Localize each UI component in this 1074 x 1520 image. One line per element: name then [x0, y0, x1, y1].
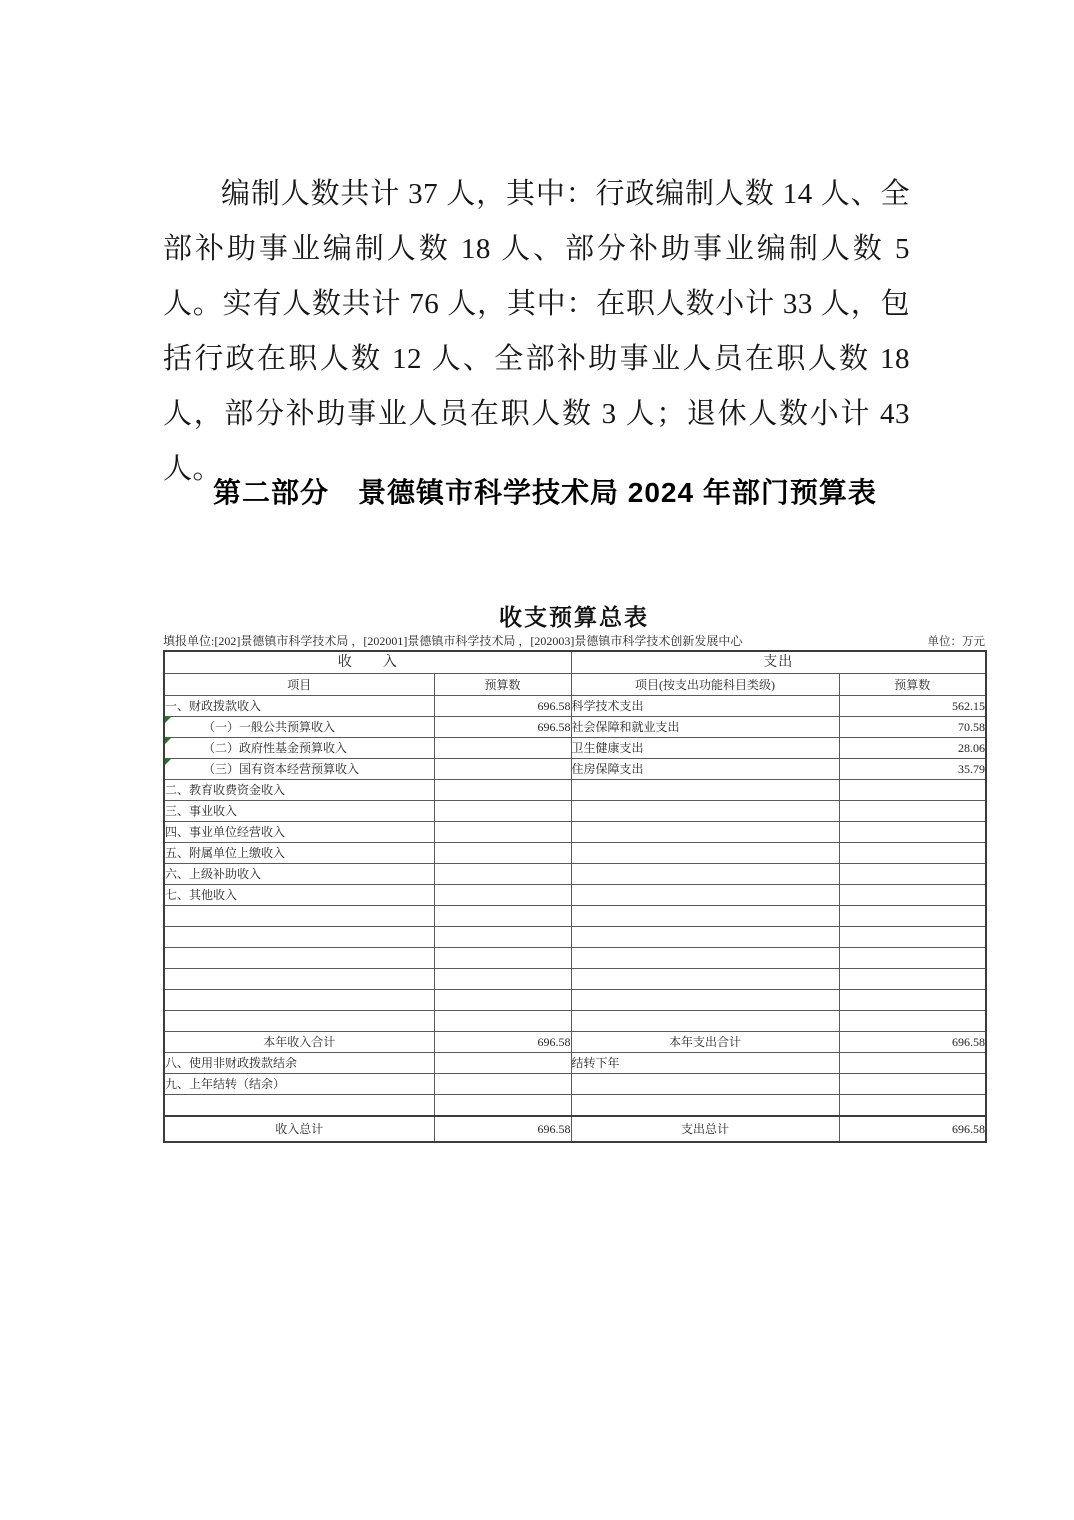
expenditure-amount-cell	[839, 990, 986, 1011]
revenue-item-cell: 五、附属单位上缴收入	[164, 843, 434, 864]
revenue-amount-cell	[434, 906, 571, 927]
expenditure-amount-cell: 70.58	[839, 717, 986, 738]
table-row	[164, 1074, 986, 1095]
expenditure-item-cell	[571, 969, 839, 990]
group-header-row	[164, 651, 986, 674]
expenditure-item-cell	[571, 1011, 839, 1032]
table-row	[164, 801, 986, 822]
expenditure-amount-cell	[839, 1095, 986, 1117]
revenue-amount-cell	[434, 948, 571, 969]
revenue-amount-cell	[434, 843, 571, 864]
revenue-amount-cell: 696.58	[434, 1116, 571, 1142]
expenditure-item-cell	[571, 948, 839, 969]
revenue-group-header: 收 入	[164, 651, 571, 674]
revenue-amount-cell	[434, 1011, 571, 1032]
expenditure-item-cell: 住房保障支出	[571, 759, 839, 780]
revenue-item-cell	[164, 927, 434, 948]
expenditure-item-cell: 结转下年	[571, 1053, 839, 1074]
expenditure-amount-cell	[839, 927, 986, 948]
expenditure-item-cell	[571, 1095, 839, 1117]
expenditure-amount-cell: 696.58	[839, 1116, 986, 1142]
section-heading: 第二部分 景德镇市科学技术局 2024 年部门预算表	[213, 477, 877, 508]
revenue-amount-cell	[434, 759, 571, 780]
table-row	[164, 822, 986, 843]
expenditure-item-cell	[571, 843, 839, 864]
expenditure-item-cell: 卫生健康支出	[571, 738, 839, 759]
revenue-amount-cell	[434, 738, 571, 759]
revenue-amount-cell	[434, 1074, 571, 1095]
expenditure-item-cell: 支出总计	[571, 1116, 839, 1142]
budget-table-title: 收支预算总表	[499, 604, 649, 630]
revenue-item-cell	[164, 990, 434, 1011]
expenditure-amount-cell	[839, 780, 986, 801]
budget-table-body	[164, 696, 986, 1143]
revenue-item-cell: 三、事业收入	[164, 801, 434, 822]
revenue-amount-cell: 696.58	[434, 717, 571, 738]
revenue-item-cell	[164, 969, 434, 990]
revenue-item-cell: 七、其他收入	[164, 885, 434, 906]
revenue-item-cell: 八、使用非财政拨款结余	[164, 1053, 434, 1074]
table-row	[164, 696, 986, 717]
revenue-item-cell: 六、上级补助收入	[164, 864, 434, 885]
revenue-amount-cell	[434, 927, 571, 948]
table-row	[164, 1116, 986, 1142]
revenue-amount-header: 预算数	[434, 674, 571, 696]
expenditure-amount-cell	[839, 906, 986, 927]
revenue-item-cell: 收入总计	[164, 1116, 434, 1142]
expenditure-item-cell: 社会保障和就业支出	[571, 717, 839, 738]
expenditure-item-cell	[571, 906, 839, 927]
revenue-amount-cell	[434, 990, 571, 1011]
revenue-amount-cell	[434, 780, 571, 801]
revenue-item-header: 项目	[164, 674, 434, 696]
expenditure-item-cell	[571, 780, 839, 801]
table-row	[164, 990, 986, 1011]
column-header-row	[164, 674, 986, 696]
table-row	[164, 1032, 986, 1053]
table-row	[164, 738, 986, 759]
revenue-item-cell: 九、上年结转（结余）	[164, 1074, 434, 1095]
expenditure-amount-cell: 28.06	[839, 738, 986, 759]
budget-table-meta	[163, 632, 985, 649]
expenditure-item-cell: 科学技术支出	[571, 696, 839, 717]
revenue-item-cell	[164, 1011, 434, 1032]
table-row	[164, 780, 986, 801]
table-row	[164, 717, 986, 738]
revenue-amount-cell: 696.58	[434, 696, 571, 717]
expenditure-amount-cell	[839, 843, 986, 864]
revenue-item-cell	[164, 948, 434, 969]
revenue-amount-cell	[434, 885, 571, 906]
revenue-item-cell: （三）国有资本经营预算收入	[164, 759, 434, 780]
expenditure-amount-cell: 562.15	[839, 696, 986, 717]
table-row	[164, 885, 986, 906]
expenditure-amount-cell	[839, 948, 986, 969]
table-row	[164, 843, 986, 864]
revenue-item-cell	[164, 1095, 434, 1117]
revenue-amount-cell	[434, 801, 571, 822]
revenue-amount-cell	[434, 822, 571, 843]
reporting-unit-label: 填报单位:[202]景德镇市科学技术局 ，[202001]景德镇市科学技术局 ，[202003]景德镇市科学技术创新发展中心	[163, 634, 743, 648]
expenditure-item-cell: 本年支出合计	[571, 1032, 839, 1053]
table-row	[164, 759, 986, 780]
table-row	[164, 1053, 986, 1074]
expenditure-item-cell	[571, 885, 839, 906]
table-row	[164, 1011, 986, 1032]
revenue-amount-cell	[434, 969, 571, 990]
expenditure-amount-cell	[839, 885, 986, 906]
revenue-amount-cell	[434, 864, 571, 885]
expenditure-amount-cell	[839, 822, 986, 843]
expenditure-amount-cell	[839, 969, 986, 990]
expenditure-amount-cell	[839, 1074, 986, 1095]
table-row	[164, 1095, 986, 1117]
table-row	[164, 948, 986, 969]
table-row	[164, 864, 986, 885]
unit-note: 单位：万元	[927, 636, 985, 648]
expenditure-amount-cell	[839, 1011, 986, 1032]
expenditure-amount-cell: 35.79	[839, 759, 986, 780]
expenditure-item-cell	[571, 801, 839, 822]
revenue-item-cell: （二）政府性基金预算收入	[164, 738, 434, 759]
revenue-item-cell: 四、事业单位经营收入	[164, 822, 434, 843]
expenditure-item-cell	[571, 822, 839, 843]
expenditure-amount-cell	[839, 801, 986, 822]
expenditure-amount-cell: 696.58	[839, 1032, 986, 1053]
expenditure-amount-cell	[839, 864, 986, 885]
table-row	[164, 927, 986, 948]
expenditure-amount-header: 预算数	[839, 674, 986, 696]
revenue-item-cell	[164, 906, 434, 927]
revenue-amount-cell	[434, 1095, 571, 1117]
expenditure-amount-cell	[839, 1053, 986, 1074]
revenue-amount-cell	[434, 1053, 571, 1074]
expenditure-item-cell	[571, 864, 839, 885]
budget-summary-table	[163, 650, 987, 1143]
revenue-item-cell: 二、教育收费资金收入	[164, 780, 434, 801]
revenue-item-cell: （一）一般公共预算收入	[164, 717, 434, 738]
revenue-amount-cell: 696.58	[434, 1032, 571, 1053]
expenditure-item-cell	[571, 927, 839, 948]
table-row	[164, 906, 986, 927]
expenditure-item-cell	[571, 990, 839, 1011]
revenue-item-cell: 本年收入合计	[164, 1032, 434, 1053]
expenditure-item-cell	[571, 1074, 839, 1095]
expenditure-group-header: 支出	[571, 651, 986, 674]
table-row	[164, 969, 986, 990]
expenditure-item-header: 项目(按支出功能科目类级)	[571, 674, 839, 696]
staffing-paragraph: 编制人数共计 37 人，其中：行政编制人数 14 人、全部补助事业编制人数 18 人、部分补助事业编制人数 5 人。实有人数共计 76 人，其中：在职人数小计 33 人，包括行政在职人数 12 人、全部补助事业人员在职人数 18 人，部分补助事业人员在职人数 3 人；退休人数小计 43 人。	[163, 178, 910, 485]
revenue-item-cell: 一、财政拨款收入	[164, 696, 434, 717]
